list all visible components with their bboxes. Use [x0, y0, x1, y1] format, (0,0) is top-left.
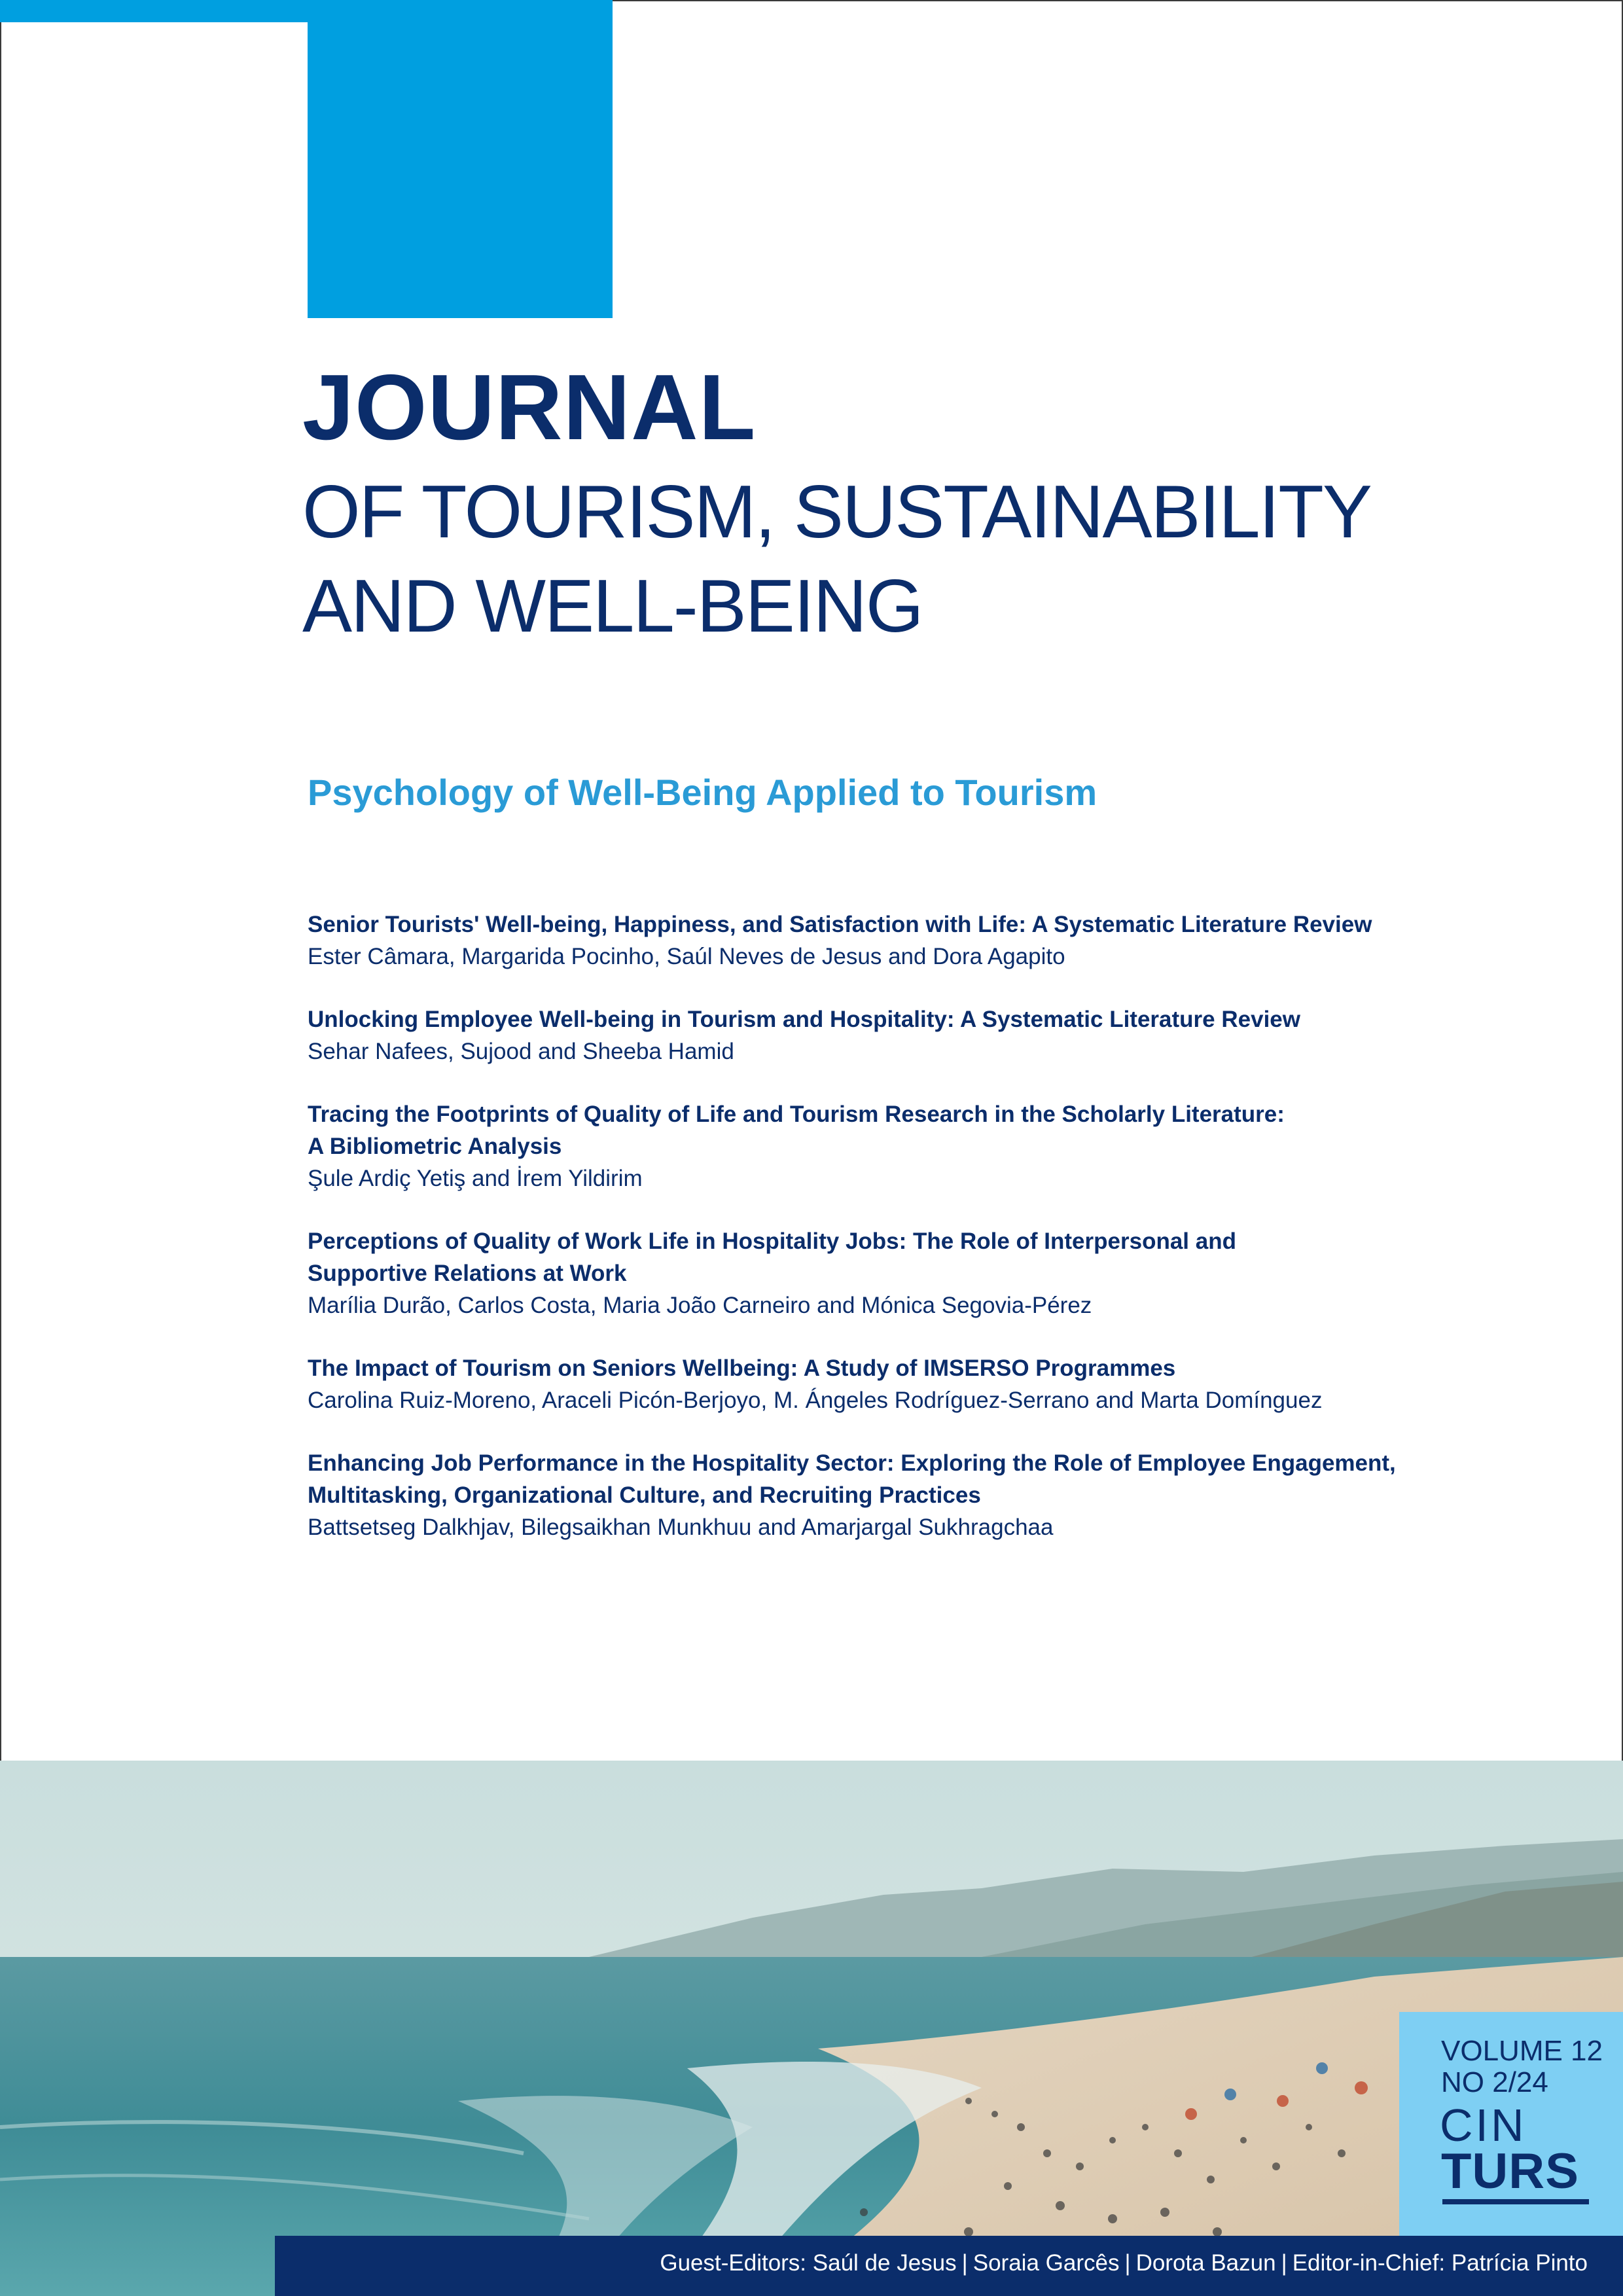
- article-title: Perceptions of Quality of Work Life in Hospitality Jobs: The Role of Interpersonal and: [308, 1229, 1236, 1254]
- article-title-continued: Multitasking, Organizational Culture, and Recruiting Practices: [308, 1482, 981, 1508]
- journal-subtitle-line-1: OF TOURISM, SUSTAINABILITY: [302, 471, 1371, 554]
- table-of-contents: [308, 908, 1551, 1574]
- journal-title: JOURNAL: [302, 355, 757, 459]
- editors-line: [660, 2250, 1588, 2276]
- article-title-continued: A Bibliometric Analysis: [308, 1134, 562, 1159]
- separator: |: [1124, 2250, 1131, 2276]
- article-entry: [308, 1003, 1551, 1067]
- article-entry: [308, 1352, 1551, 1416]
- article-title: Tracing the Footprints of Quality of Life and Tourism Research in the Scholarly Literature:: [308, 1102, 1285, 1127]
- separator: |: [961, 2250, 968, 2276]
- editor-in-chief: Patrícia Pinto: [1451, 2250, 1588, 2276]
- editor-label: Editor-in-Chief:: [1292, 2250, 1446, 2276]
- cinturs-logo-top: CIN: [1440, 2100, 1527, 2151]
- article-title: Senior Tourists' Well-being, Happiness, and Satisfaction with Life: A Systematic Literature Review: [308, 912, 1372, 937]
- volume-number: VOLUME 12: [1441, 2035, 1603, 2067]
- article-title: The Impact of Tourism on Seniors Wellbeing: A Study of IMSERSO Programmes: [308, 1355, 1176, 1381]
- article-authors: Marília Durão, Carlos Costa, Maria João Carneiro and Mónica Segovia-Pérez: [308, 1293, 1092, 1318]
- guest-editors-label: Guest-Editors:: [660, 2250, 807, 2276]
- guest-editor: Dorota Bazun: [1135, 2250, 1276, 2276]
- article-authors: Battsetseg Dalkhjav, Bilegsaikhan Munkhuu and Amarjargal Sukhragchaa: [308, 1515, 1054, 1540]
- article-entry: [308, 1225, 1551, 1321]
- article-title-continued: Supportive Relations at Work: [308, 1261, 627, 1286]
- article-entry: [308, 1098, 1551, 1194]
- separator: |: [1281, 2250, 1287, 2276]
- guest-editor: Soraia Garcês: [972, 2250, 1120, 2276]
- logo-underline: [1442, 2199, 1589, 2204]
- article-title: Enhancing Job Performance in the Hospitality Sector: Exploring the Role of Employee Engagement,: [308, 1450, 1396, 1476]
- cover-accent-square: [308, 0, 613, 318]
- beach-photo: [0, 1761, 1623, 2296]
- article-authors: Carolina Ruiz-Moreno, Araceli Picón-Berjoyo, M. Ángeles Rodríguez-Serrano and Marta Domínguez: [308, 1388, 1323, 1413]
- cinturs-logo-bottom: TURS: [1441, 2144, 1579, 2199]
- article-authors: Ester Câmara, Margarida Pocinho, Saúl Neves de Jesus and Dora Agapito: [308, 944, 1065, 969]
- guest-editor: Saúl de Jesus: [812, 2250, 957, 2276]
- footer-band: [275, 2236, 1623, 2296]
- article-entry: [308, 908, 1551, 973]
- issue-number: NO 2/24: [1441, 2066, 1548, 2098]
- issue-theme: Psychology of Well-Being Applied to Tourism: [308, 772, 1097, 813]
- article-authors: Şule Ardiç Yetiş and İrem Yildirim: [308, 1166, 643, 1191]
- journal-subtitle-line-2: AND WELL-BEING: [302, 565, 923, 648]
- article-title: Unlocking Employee Well-being in Tourism and Hospitality: A Systematic Literature Review: [308, 1007, 1300, 1032]
- article-authors: Sehar Nafees, Sujood and Sheeba Hamid: [308, 1039, 734, 1064]
- article-entry: [308, 1447, 1551, 1543]
